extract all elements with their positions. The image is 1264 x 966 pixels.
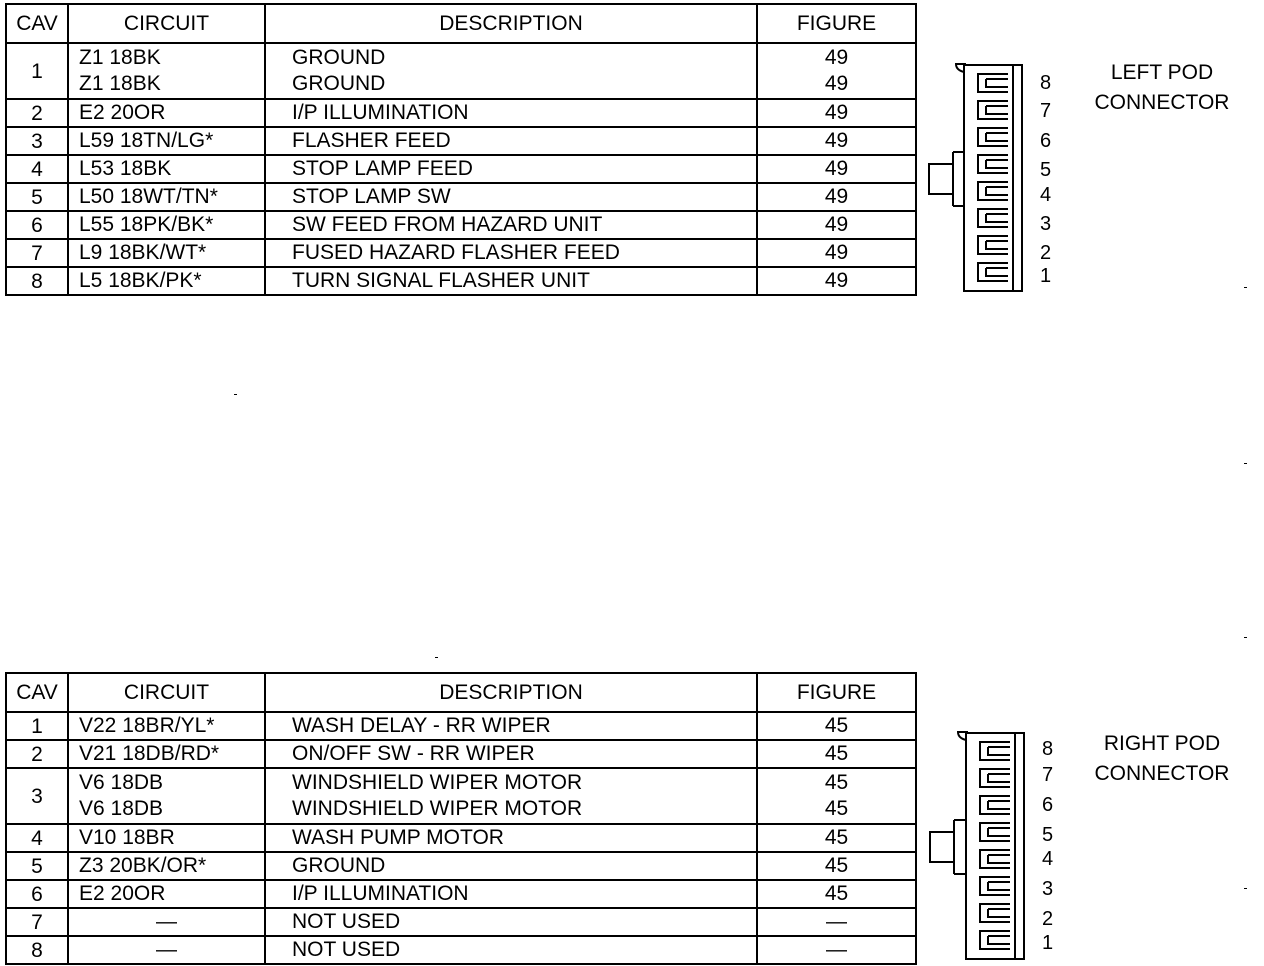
label-line-1: LEFT POD bbox=[1110, 61, 1214, 84]
pin-slot bbox=[978, 155, 1008, 173]
cav-cell: 6 bbox=[6, 211, 68, 239]
left-pin-numbers bbox=[1040, 60, 1064, 296]
pin-number-1: 1 bbox=[1042, 932, 1054, 954]
circuit-text: V21 18DB/RD* bbox=[79, 742, 220, 765]
figure-text: 45 bbox=[824, 854, 849, 877]
pin-number-8: 8 bbox=[1042, 738, 1054, 760]
circuit-cell bbox=[68, 712, 265, 740]
figure-text: 45 bbox=[824, 797, 849, 820]
circuit-cell bbox=[68, 267, 265, 295]
header-description: DESCRIPTION bbox=[265, 4, 757, 43]
figure-cell bbox=[757, 99, 916, 127]
figure-text: 49 bbox=[824, 129, 849, 152]
description-text: TURN SIGNAL FLASHER UNIT bbox=[292, 269, 590, 292]
figure-cell bbox=[757, 43, 916, 99]
figure-cell bbox=[757, 740, 916, 768]
circuit-text: Z3 20BK/OR* bbox=[79, 854, 207, 877]
table-row bbox=[6, 768, 916, 824]
description-text: SW FEED FROM HAZARD UNIT bbox=[292, 213, 603, 236]
circuit-cell bbox=[68, 880, 265, 908]
description-cell bbox=[265, 852, 757, 880]
circuit-text: — bbox=[156, 910, 177, 933]
label-line-2: CONNECTOR bbox=[1094, 91, 1230, 114]
description-text: STOP LAMP SW bbox=[292, 185, 451, 208]
figure-cell bbox=[757, 239, 916, 267]
circuit-text: L50 18WT/TN* bbox=[79, 185, 218, 208]
figure-text: — bbox=[826, 938, 847, 961]
cav-cell: 5 bbox=[6, 183, 68, 211]
circuit-text: L55 18PK/BK* bbox=[79, 213, 214, 236]
scan-speck bbox=[435, 657, 438, 658]
circuit-cell bbox=[68, 211, 265, 239]
figure-cell bbox=[757, 211, 916, 239]
figure-text: 49 bbox=[824, 241, 849, 264]
header-cav: CAV bbox=[6, 673, 68, 712]
figure-cell bbox=[757, 824, 916, 852]
description-cell bbox=[265, 43, 757, 99]
description-text: WASH DELAY - RR WIPER bbox=[292, 714, 551, 737]
pin-number-2: 2 bbox=[1040, 242, 1052, 264]
table-row bbox=[6, 183, 916, 211]
circuit-text: Z1 18BK bbox=[79, 46, 161, 69]
figure-text: 45 bbox=[824, 771, 849, 794]
description-cell bbox=[265, 908, 757, 936]
figure-text: 49 bbox=[824, 269, 849, 292]
pin-slot bbox=[978, 74, 1008, 92]
circuit-cell bbox=[68, 239, 265, 267]
pin-slot bbox=[980, 850, 1010, 868]
description-cell bbox=[265, 824, 757, 852]
pin-slot bbox=[978, 182, 1008, 200]
description-cell bbox=[265, 99, 757, 127]
description-text: I/P ILLUMINATION bbox=[292, 882, 469, 905]
description-text: GROUND bbox=[292, 854, 386, 877]
pin-number-2: 2 bbox=[1042, 908, 1054, 930]
table-row bbox=[6, 99, 916, 127]
figure-cell bbox=[757, 127, 916, 155]
connector-icon bbox=[926, 728, 1030, 964]
circuit-cell bbox=[68, 852, 265, 880]
cav-cell: 3 bbox=[6, 127, 68, 155]
description-cell bbox=[265, 239, 757, 267]
table-row bbox=[6, 712, 916, 740]
pin-number-6: 6 bbox=[1042, 794, 1054, 816]
description-cell bbox=[265, 267, 757, 295]
circuit-text: V6 18DB bbox=[79, 797, 164, 820]
figure-cell bbox=[757, 768, 916, 824]
cav-cell: 8 bbox=[6, 936, 68, 964]
description-text: STOP LAMP FEED bbox=[292, 157, 473, 180]
cav-cell: 4 bbox=[6, 155, 68, 183]
figure-text: 49 bbox=[824, 72, 849, 95]
pin-number-6: 6 bbox=[1040, 130, 1052, 152]
table-row bbox=[6, 880, 916, 908]
table-row bbox=[6, 239, 916, 267]
circuit-text: E2 20OR bbox=[79, 101, 166, 124]
pin-slot bbox=[980, 769, 1010, 787]
circuit-cell bbox=[68, 740, 265, 768]
description-cell bbox=[265, 880, 757, 908]
right-pod-connector-label bbox=[1082, 729, 1242, 789]
pin-slot bbox=[978, 209, 1008, 227]
pin-slot bbox=[980, 796, 1010, 814]
table-header-row bbox=[6, 673, 916, 712]
circuit-text: V6 18DB bbox=[79, 771, 164, 794]
header-circuit: CIRCUIT bbox=[68, 673, 265, 712]
figure-cell bbox=[757, 155, 916, 183]
left-pod-connector-label bbox=[1082, 58, 1242, 118]
pin-number-5: 5 bbox=[1040, 159, 1052, 181]
figure-text: — bbox=[826, 910, 847, 933]
table-row bbox=[6, 824, 916, 852]
scan-speck bbox=[1244, 287, 1247, 288]
table-row bbox=[6, 43, 916, 99]
description-text: FLASHER FEED bbox=[292, 129, 451, 152]
table-row bbox=[6, 211, 916, 239]
pin-slot bbox=[978, 128, 1008, 146]
circuit-cell bbox=[68, 936, 265, 964]
table-row bbox=[6, 908, 916, 936]
pin-number-4: 4 bbox=[1040, 184, 1052, 206]
circuit-text: L5 18BK/PK* bbox=[79, 269, 202, 292]
table-header-row bbox=[6, 4, 916, 43]
cav-cell: 7 bbox=[6, 239, 68, 267]
header-cav: CAV bbox=[6, 4, 68, 43]
table-row bbox=[6, 740, 916, 768]
circuit-text: V10 18BR bbox=[79, 826, 175, 849]
left-pod-connector-drawing bbox=[926, 60, 1030, 296]
header-figure: FIGURE bbox=[757, 673, 916, 712]
header-figure: FIGURE bbox=[757, 4, 916, 43]
circuit-cell bbox=[68, 99, 265, 127]
description-text: FUSED HAZARD FLASHER FEED bbox=[292, 241, 620, 264]
right-pod-pinout-table bbox=[5, 672, 917, 965]
figure-cell bbox=[757, 936, 916, 964]
figure-cell bbox=[757, 852, 916, 880]
circuit-text: V22 18BR/YL* bbox=[79, 714, 215, 737]
pin-slot bbox=[980, 823, 1010, 841]
pin-number-3: 3 bbox=[1040, 213, 1052, 235]
description-cell bbox=[265, 155, 757, 183]
circuit-cell bbox=[68, 768, 265, 824]
pin-slot bbox=[980, 904, 1010, 922]
description-text: NOT USED bbox=[292, 910, 401, 933]
cav-cell: 4 bbox=[6, 824, 68, 852]
description-cell bbox=[265, 183, 757, 211]
circuit-text: L9 18BK/WT* bbox=[79, 241, 207, 264]
figure-cell bbox=[757, 712, 916, 740]
figure-text: 45 bbox=[824, 882, 849, 905]
scan-speck bbox=[1244, 637, 1247, 638]
circuit-text: L59 18TN/LG* bbox=[79, 129, 214, 152]
figure-text: 49 bbox=[824, 101, 849, 124]
pin-number-4: 4 bbox=[1042, 848, 1054, 870]
circuit-cell bbox=[68, 127, 265, 155]
scan-speck bbox=[1244, 888, 1247, 889]
cav-cell: 5 bbox=[6, 852, 68, 880]
table-row bbox=[6, 267, 916, 295]
description-text: WINDSHIELD WIPER MOTOR bbox=[292, 797, 583, 820]
circuit-text: L53 18BK bbox=[79, 157, 172, 180]
right-pod-connector-drawing bbox=[926, 728, 1030, 964]
circuit-cell bbox=[68, 824, 265, 852]
circuit-text: Z1 18BK bbox=[79, 72, 161, 95]
description-text: GROUND bbox=[292, 46, 386, 69]
right-table-body bbox=[6, 712, 916, 964]
circuit-cell bbox=[68, 43, 265, 99]
description-cell bbox=[265, 712, 757, 740]
scan-speck bbox=[234, 394, 237, 395]
description-text: I/P ILLUMINATION bbox=[292, 101, 469, 124]
pin-number-8: 8 bbox=[1040, 72, 1052, 94]
figure-text: 49 bbox=[824, 213, 849, 236]
cav-cell: 2 bbox=[6, 99, 68, 127]
figure-text: 49 bbox=[824, 157, 849, 180]
pin-slot bbox=[978, 263, 1008, 281]
pin-number-3: 3 bbox=[1042, 878, 1054, 900]
cav-cell: 1 bbox=[6, 43, 68, 99]
pin-slot bbox=[978, 236, 1008, 254]
table-row bbox=[6, 936, 916, 964]
circuit-cell bbox=[68, 908, 265, 936]
circuit-text: E2 20OR bbox=[79, 882, 166, 905]
pin-slot bbox=[980, 742, 1010, 760]
header-circuit: CIRCUIT bbox=[68, 4, 265, 43]
circuit-cell bbox=[68, 155, 265, 183]
table-row bbox=[6, 127, 916, 155]
figure-cell bbox=[757, 183, 916, 211]
description-text: GROUND bbox=[292, 72, 386, 95]
figure-cell bbox=[757, 908, 916, 936]
pin-slot bbox=[980, 877, 1010, 895]
cav-cell: 7 bbox=[6, 908, 68, 936]
label-line-2: CONNECTOR bbox=[1094, 762, 1230, 785]
pin-number-1: 1 bbox=[1040, 265, 1052, 287]
figure-cell bbox=[757, 880, 916, 908]
cav-cell: 3 bbox=[6, 768, 68, 824]
circuit-text: — bbox=[156, 938, 177, 961]
description-cell bbox=[265, 936, 757, 964]
description-text: WINDSHIELD WIPER MOTOR bbox=[292, 771, 583, 794]
pin-number-7: 7 bbox=[1042, 764, 1054, 786]
pin-slot bbox=[978, 101, 1008, 119]
pin-slot bbox=[980, 931, 1010, 949]
table-row bbox=[6, 852, 916, 880]
figure-cell bbox=[757, 267, 916, 295]
figure-text: 45 bbox=[824, 714, 849, 737]
left-pod-pinout-table bbox=[5, 3, 917, 296]
cav-cell: 2 bbox=[6, 740, 68, 768]
figure-text: 49 bbox=[824, 46, 849, 69]
scan-speck bbox=[1244, 463, 1247, 464]
figure-text: 45 bbox=[824, 826, 849, 849]
description-text: NOT USED bbox=[292, 938, 401, 961]
cav-cell: 1 bbox=[6, 712, 68, 740]
figure-text: 49 bbox=[824, 185, 849, 208]
connector-icon bbox=[926, 60, 1030, 296]
pin-number-5: 5 bbox=[1042, 824, 1054, 846]
cav-cell: 8 bbox=[6, 267, 68, 295]
description-cell bbox=[265, 211, 757, 239]
description-text: ON/OFF SW - RR WIPER bbox=[292, 742, 535, 765]
description-cell bbox=[265, 127, 757, 155]
description-cell bbox=[265, 768, 757, 824]
cav-cell: 6 bbox=[6, 880, 68, 908]
table-row bbox=[6, 155, 916, 183]
description-cell bbox=[265, 740, 757, 768]
figure-text: 45 bbox=[824, 742, 849, 765]
left-table-body bbox=[6, 43, 916, 295]
pin-number-7: 7 bbox=[1040, 100, 1052, 122]
label-line-1: RIGHT POD bbox=[1103, 732, 1221, 755]
header-description: DESCRIPTION bbox=[265, 673, 757, 712]
right-pin-numbers bbox=[1042, 728, 1066, 964]
description-text: WASH PUMP MOTOR bbox=[292, 826, 504, 849]
circuit-cell bbox=[68, 183, 265, 211]
